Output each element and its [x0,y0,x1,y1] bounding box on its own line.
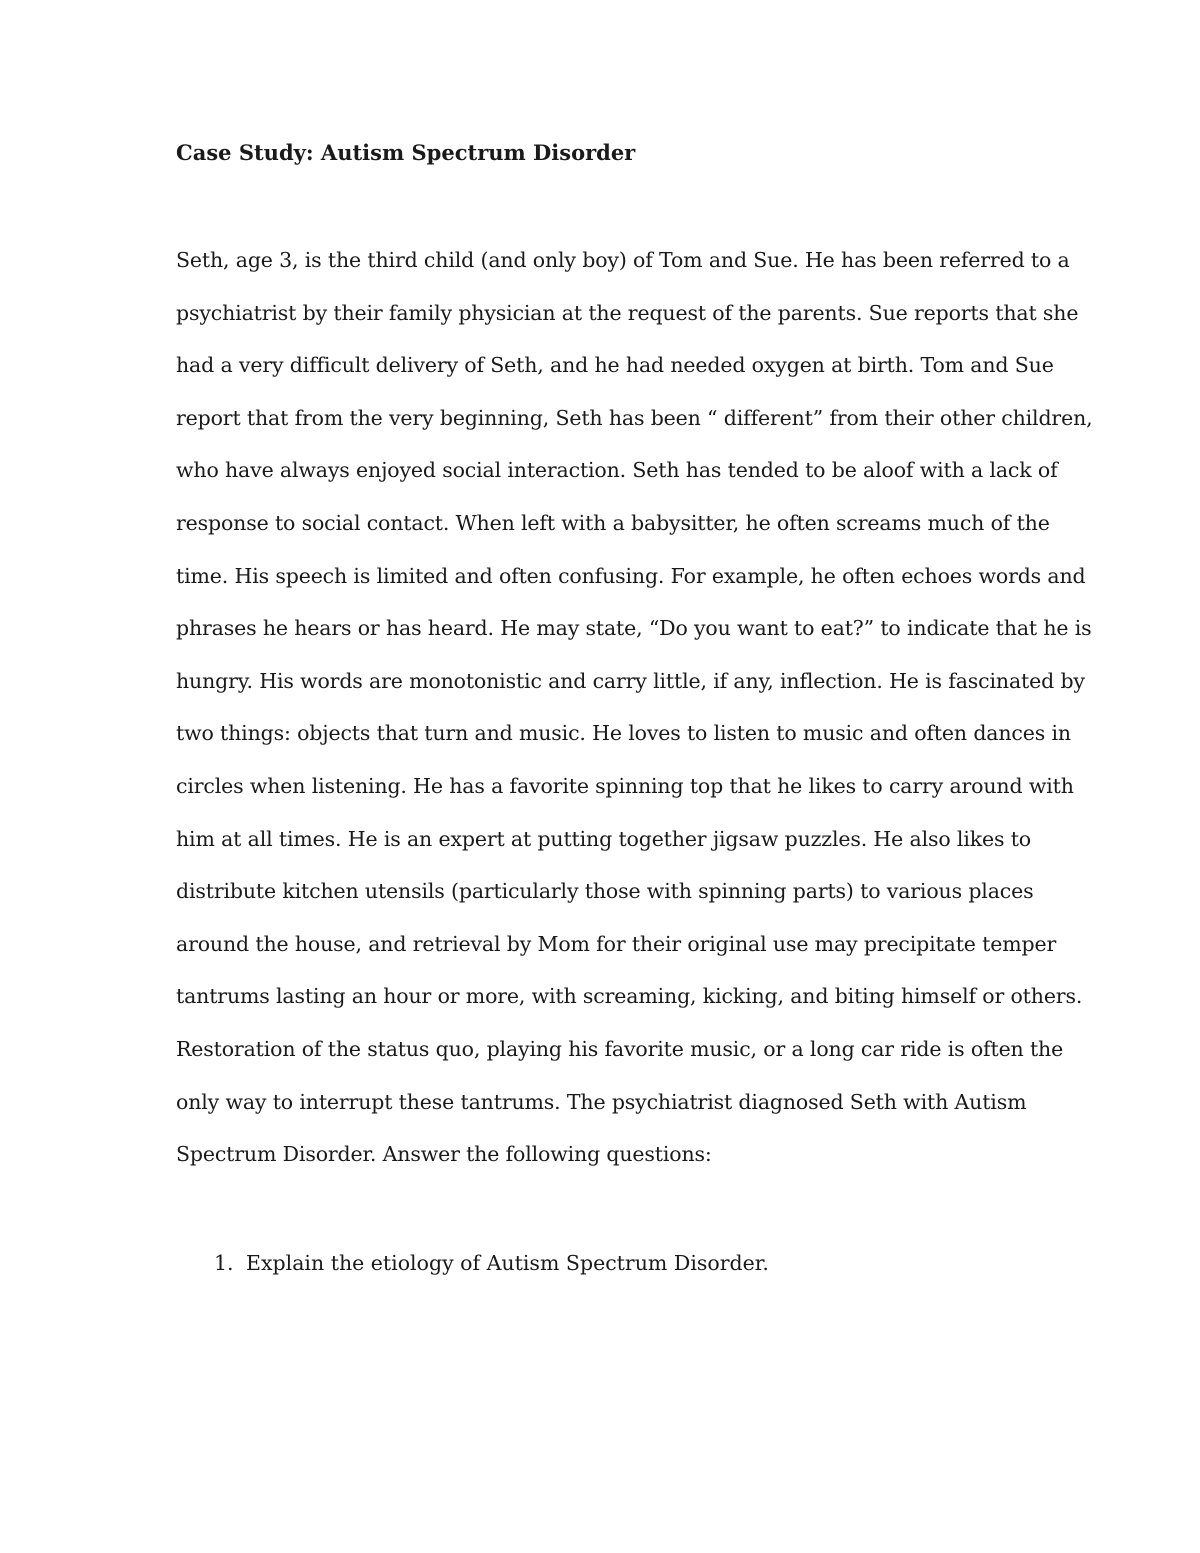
paragraph-line: who have always enjoyed social interaction. Seth has tended to be aloof with a lack of [176,458,1058,483]
paragraph-line: hungry. His words are monotonistic and carry little, if any, inflection. He is fascinated by [176,668,1085,693]
paragraph-line: two things: objects that turn and music. He loves to listen to music and often dances in [176,721,1071,746]
paragraph-line: circles when listening. He has a favorite spinning top that he likes to carry around with [176,773,1074,798]
paragraph-line: time. His speech is limited and often confusing. For example, he often echoes words and [176,563,1086,588]
paragraph-line: phrases he hears or has heard. He may state, “Do you want to eat?” to indicate that he is [176,616,1092,641]
paragraph-line: Seth, age 3, is the third child (and only boy) of Tom and Sue. He has been referred to a [176,248,1070,272]
document-title: Case Study: Autism Spectrum Disorder [176,140,636,165]
case-paragraph [176,245,1093,1192]
question-text: Explain the etiology of Autism Spectrum Disorder. [246,1251,769,1275]
paragraph-line: around the house, and retrieval by Mom for their original use may precipitate temper [176,931,1057,956]
question-list [176,1248,769,1278]
paragraph-line: Restoration of the status quo, playing his favorite music, or a long car ride is often the [176,1036,1064,1061]
paragraph-line: Spectrum Disorder. Answer the following questions: [176,1142,712,1167]
paragraph-line: tantrums lasting an hour or more, with screaming, kicking, and biting himself or others. [176,984,1083,1009]
paragraph-line: him at all times. He is an expert at putting together jigsaw puzzles. He also likes to [176,826,1031,851]
paragraph-line: had a very difficult delivery of Seth, and he had needed oxygen at birth. Tom and Sue [176,353,1054,378]
paragraph-line: distribute kitchen utensils (particularly those with spinning parts) to various places [176,879,1034,904]
paragraph-line: report that from the very beginning, Seth has been “ different” from their other children, [176,405,1093,430]
question-item [176,1248,769,1278]
paragraph-line: psychiatrist by their family physician at the request of the parents. Sue reports that she [176,300,1079,325]
paragraph-line: response to social contact. When left with a babysitter, he often screams much of the [176,510,1050,535]
paragraph-line: only way to interrupt these tantrums. The psychiatrist diagnosed Seth with Autism [176,1089,1027,1114]
question-number: 1. [214,1251,234,1275]
